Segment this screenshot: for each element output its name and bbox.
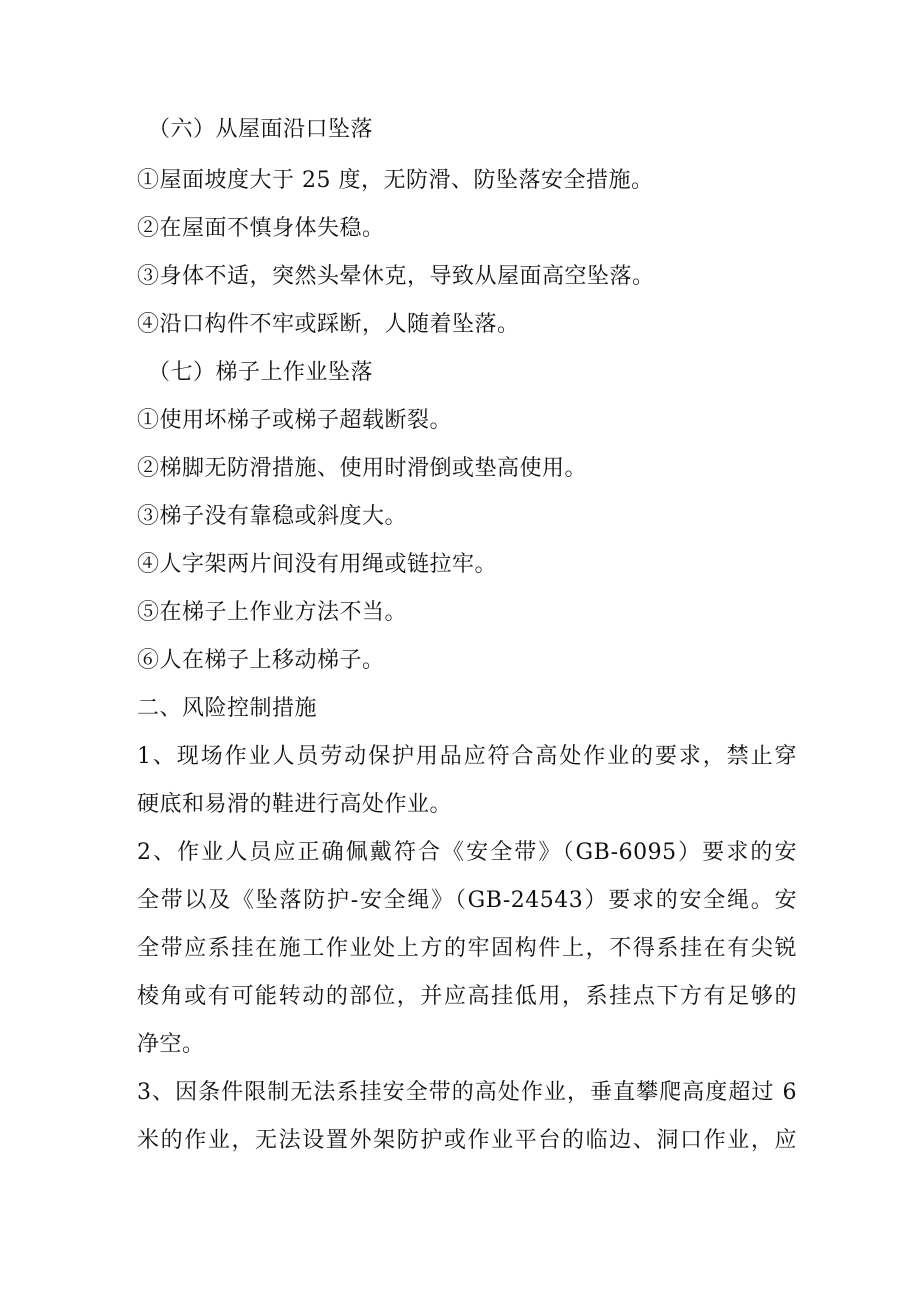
- section7-item-1: ①使用坏梯子或梯子超载断裂。: [137, 408, 453, 433]
- section7-item-3: ③梯子没有靠稳或斜度大。: [137, 504, 408, 529]
- section6-item-4: ④沿口构件不牢或踩断，人随着坠落。: [137, 312, 520, 337]
- section7-item-5: ⑤在梯子上作业方法不当。: [137, 600, 408, 625]
- p2-line-2: 全带以及《坠落防护-安全绳》（GB-24543）要求的安全绳。安: [137, 888, 797, 913]
- section7-item-2: ②梯脚无防滑措施、使用时滑倒或垫高使用。: [137, 456, 588, 481]
- p1-line-1: 1、现场作业人员劳动保护用品应符合高处作业的要求，禁止穿: [137, 744, 797, 769]
- section7-heading: （七）梯子上作业坠落: [148, 360, 374, 385]
- p2-line-3: 全带应系挂在施工作业处上方的牢固构件上，不得系挂在有尖锐: [137, 936, 797, 961]
- p2-line-5: 净空。: [137, 1032, 205, 1057]
- part2-heading: 二、风险控制措施: [137, 696, 318, 721]
- section6-item-2: ②在屋面不慎身体失稳。: [137, 216, 385, 241]
- p3-line-2: 米的作业，无法设置外架防护或作业平台的临边、洞口作业，应: [137, 1128, 797, 1153]
- section6-item-3: ③身体不适，突然头晕休克，导致从屋面高空坠落。: [137, 264, 655, 289]
- p2-line-1: 2、作业人员应正确佩戴符合《安全带》（GB-6095）要求的安: [137, 840, 797, 865]
- section7-item-4: ④人字架两片间没有用绳或链拉牢。: [137, 552, 498, 577]
- section6-heading: （六）从屋面沿口坠落: [148, 117, 374, 142]
- p1-line-2: 硬底和易滑的鞋进行高处作业。: [137, 792, 453, 817]
- section6-item-1: ①屋面坡度大于 25 度，无防滑、防坠落安全措施。: [137, 168, 654, 193]
- p2-line-4: 棱角或有可能转动的部位，并应高挂低用，系挂点下方有足够的: [137, 984, 797, 1009]
- p3-line-1: 3、因条件限制无法系挂安全带的高处作业，垂直攀爬高度超过 6: [137, 1080, 797, 1105]
- section7-item-6: ⑥人在梯子上移动梯子。: [137, 648, 385, 673]
